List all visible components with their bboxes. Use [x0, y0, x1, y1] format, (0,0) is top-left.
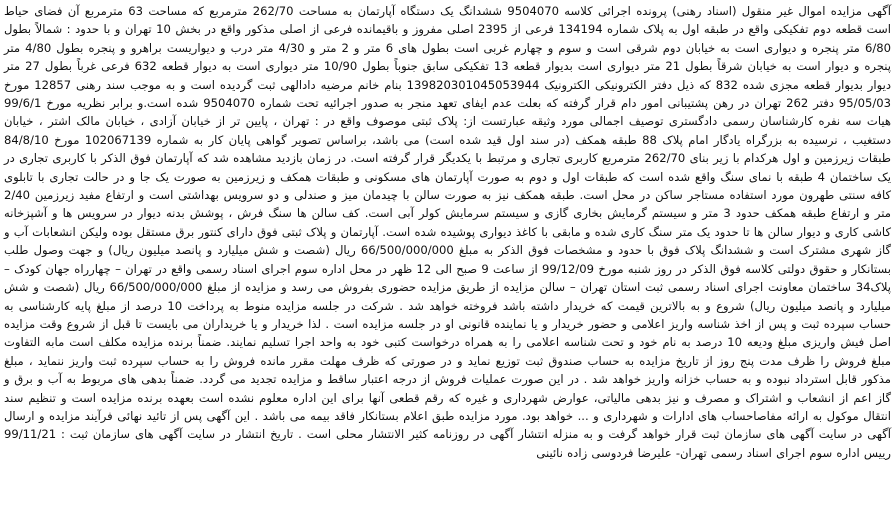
auction-notice-text: آگهی مزایده اموال غیر منقول (اسناد رهنی) پرونده اجرائی کلاسه 9504070 ششدانگ یک دستگاه آپارتمان به مساحت 262/70 مترمربع که مساحت 63 مترمربع آن فضای حیاط است قطعه دوم تفکیکی واقع در طبقه اول به پلاک شماره 134194 فرعی از 2395 اصلی مفروز و باقیمانده فرعی از اصلی مذکور واقع در بخش 10 تهران و با حدود : شمالاً بطول 6/80 متر پنجره و دیواری است به خیابان دوم شرقی است و سوم و چهارم غربی است بطول های 6 متر و 2 متر و 4/30 متر درب و دیواریست براهرو و پنجره بطول 4/80 متر پنجره و دیوار است به خیابان شرقاً بطول 21 متر دیواری است بدیوار قطعه 13 تفکیکی سابق جنوباً بطول 10/90 متر دیواری است به دیوار قطعه 632 فرعی غرباً بطول 27 متر دیوار بدیوار قطعه مجزی شده 832 که ذیل دفتر الکترونیکی الکترونیک 139820301045053944 بنام خانم مرضیه دادالهی ثبت گردیده است و به موجب سند رهنی 12857 مورخ 95/05/03 دفتر 262 تهران در رهن پشتیبانی امور دام قرار گرفته که بعلت عدم ایفای تعهد منجر به صدور اجرائیه تحت شماره 9504070 شده است.و برابر نظریه مورخ 99/6/1 هیات سه نفره کارشناسان رسمی دادگستری توصیف اجمالی مورد وثیقه عبارتست از: پلاک ثبتی موصوف واقع در : تهران ، پایین تر از خیابان آزادی ، خیابان مالک اشتر ، خیابان دستغیب ، نرسیده به بزرگراه یادگار امام پلاک 88 طبقه همکف (در سند اول قید شده است) می باشد، براساس تصویر گواهی پایان کار به شماره 102067139 مورخ 84/8/10 طبقات زیرزمین و اول هرکدام با زیر بنای 262/70 مترمربع کاربری تجاری و مرتبط با یکدیگر قرار گرفته است. در زمان بازدید مشاهده شد که آپارتمان فوق الذکر با کاربری تجاری در یک ساختمان 4 طبقه با نمای سنگ واقع شده است که طبقات اول و دوم به صورت آپارتمان های مسکونی و طبقات همکف و زیرزمین به صورت یک جا و در حالت تجاری با تابلوی کافه سنتی طهرون مورد استفاده مستاجر ساکن در محل است. طبقه همکف نیز به صورت سالن با چیدمان میز و صندلی و دو سرویس بهداشتی است و ارتفاع مفید زیرزمین 2/40 متر و ارتفاع طبقه همکف حدود 3 متر و سیستم گرمایش بخاری گازی و سیستم سرمایش کولر آبی است. کف سالن ها سنگ فرش ، پوشش بدنه دیوار در سرویس ها و آشپزخانه کاشی کاری و دیوار سالن ها تا حدود یک متر سنگ کاری شده و مابقی با کاغذ دیواری پوشیده شده است. آپارتمان و پلاک ثبتی فوق دارای کنتور برق مستقل بوده ولیکن انشعابات آب و گاز شهری مشترک است و ششدانگ پلاک فوق با حدود و مشخصات فوق الذکر به مبلغ 66/500/000/000 ریال (شصت و شش میلیارد و پانصد میلیون ریال) و جهت وصول طلب بستانکار و حقوق دولتی کلاسه فوق الذکر در روز شنبه مورخ 99/12/09 از ساعت 9 صبح الی 12 ظهر در محل اداره سوم اجرای اسناد رسمی واقع در تهران – چهارراه جهان کودک – پلاک34 ساختمان معاونت اجرای اسناد رسمی ثبت استان تهران – سالن مزایده از طریق مزایده حضوری بفروش می رسد و مزایده از مبلغ 66/500/000/000 ریال (شصت و شش میلیارد و پانصد میلیون ریال) شروع و به بالاترین قیمت که خریدار داشته باشد فروخته خواهد شد . شرکت در جلسه مزایده منوط به پرداخت 10 درصد از مبلغ پایه کارشناسی به حساب سپرده ثبت و پس از اخذ شناسه واریز اعلامی و حضور خریدار و یا نماینده قانونی او در جلسه مزایده است . لذا خریدار و یا خریداران می بایست تا قبل از شروع وقت مزایده اصل فیش واریزی مبلغ ودیعه 10 درصد به نام خود و تحت شناسه اعلامی را به همراه درخواست کتبی خود به واحد اجرا تسلیم نمایند. ضمناً برنده مزایده مکلف است مابه التفاوت مبلغ فروش را ظرف مدت پنج روز از تاریخ مزایده به حساب صندوق ثبت توزیع نماید و در صورتی که ظرف مهلت مقرر مانده فروش را به حساب سپرده ثبت واریز ننماید ، مبلغ مذکور قابل استرداد نبوده و به حساب خزانه واریز خواهد شد . در این صورت عملیات فروش از درجه اعتبار ساقط و مزایده تجدید می گردد. ضمناً بدهی های مربوط به آب و برق و گاز اعم از انشعاب و اشتراک و مصرف و نیز بدهی مالیاتی، عوارض شهرداری و غیره که رقم قطعی آنها برای این اداره معلوم نشده است بعهده برنده مزایده است و تنظیم سند انتقال موکول به ارائه مفاصاحساب های ادارات و شهرداری و ... خواهد بود. مورد مزایده طبق اعلام بستانکار فاقد بیمه می باشد . این آگهی پس از تائید نهائی فرآیند مزایده و ارسال آگهی در سایت آگهی های سازمان ثبت قرار خواهد گرفت و به منزله انتشار آگهی در روزنامه کثیر الانتشار محلی است . تاریخ انتشار در سایت آگهی های سازمان ثبت : 99/11/21 رییس اداره سوم اجرای اسناد رسمی تهران- علیرضا فردوسی زاده نائینی	[4, 4, 892, 460]
